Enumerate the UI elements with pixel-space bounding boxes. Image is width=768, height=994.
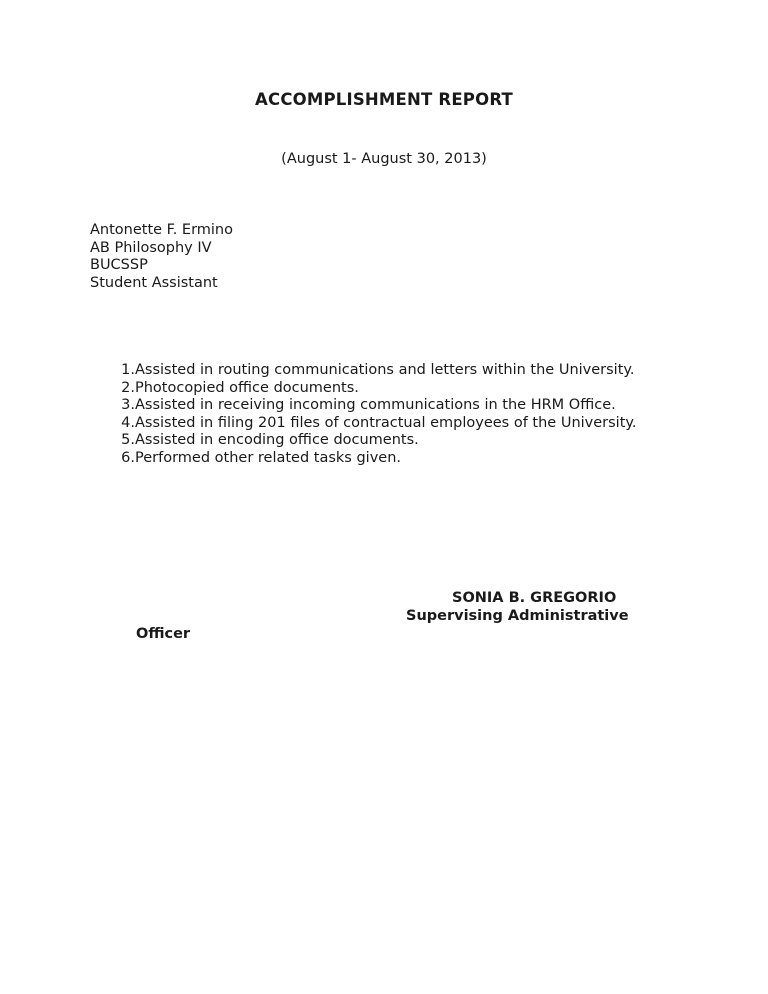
list-item-text: Assisted in routing communications and letters within the University. — [135, 362, 635, 378]
list-item-text: Assisted in filing 201 files of contractual employees of the University. — [135, 414, 637, 431]
list-item-number: 4. — [121, 414, 135, 431]
list-item-text: Assisted in encoding office documents. — [135, 432, 419, 448]
author-course: AB Philosophy IV — [90, 239, 212, 256]
list-item — [110, 415, 637, 433]
signatory-title-line2: Officer — [136, 626, 191, 642]
list-item — [110, 362, 637, 380]
author-position: Student Assistant — [90, 274, 218, 291]
list-item-text: Assisted in receiving incoming communications in the HRM Office. — [135, 397, 616, 413]
list-item-text: Photocopied office documents. — [135, 379, 359, 396]
list-item — [110, 380, 637, 398]
task-list — [110, 362, 637, 467]
list-item-number: 1. — [121, 362, 135, 378]
list-item-text: Performed other related tasks given. — [135, 449, 402, 466]
report-title: ACCOMPLISHMENT REPORT — [255, 90, 513, 109]
author-organization: BUCSSP — [90, 257, 148, 273]
list-item — [110, 432, 637, 450]
signatory-title-line1: Supervising Administrative — [406, 608, 629, 624]
list-item-number: 5. — [121, 432, 135, 448]
list-item-number: 2. — [121, 379, 135, 396]
list-item — [110, 397, 637, 415]
list-item-number: 3. — [121, 397, 135, 413]
author-block — [90, 222, 233, 292]
list-item — [110, 450, 637, 468]
signatory-name: SONIA B. GREGORIO — [452, 590, 617, 606]
list-item-number: 6. — [121, 449, 135, 466]
report-period: (August 1- August 30, 2013) — [281, 151, 487, 167]
author-name: Antonette F. Ermino — [90, 222, 233, 238]
